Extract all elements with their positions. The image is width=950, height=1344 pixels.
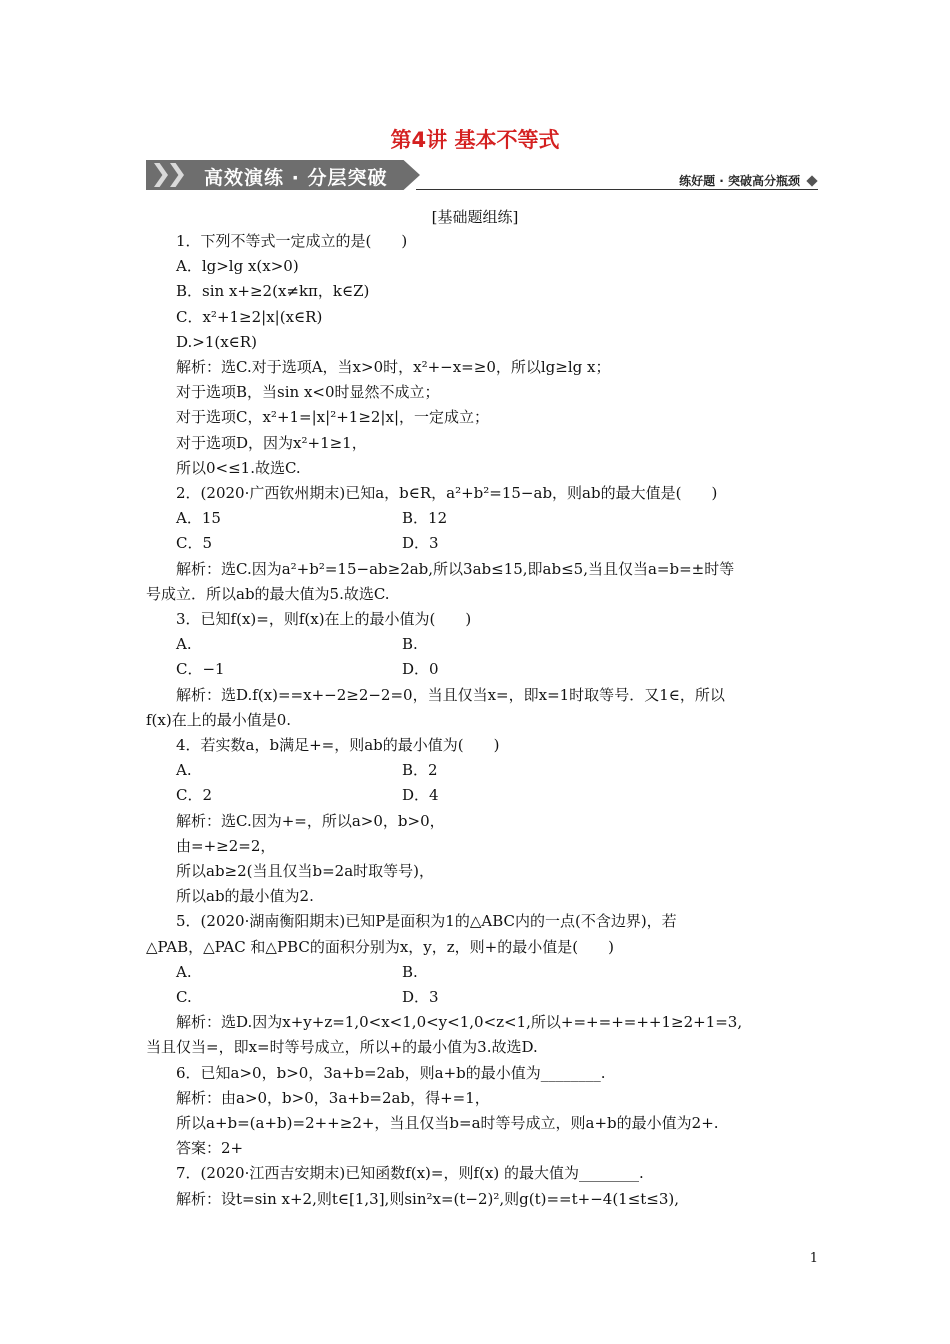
text-line: 解析：选C.对于选项A，当x>0时，x²+−x=≥0，所以lg≥lg x；: [176, 358, 611, 376]
text-line: 解析：由a>0，b>0，3a+b=2ab，得+=1，: [176, 1089, 490, 1107]
text-line: 所以a+b=(a+b)=2++≥2+，当且仅当b=a时等号成立，则a+b的最小值为2+.: [176, 1114, 719, 1132]
text-line: 答案：2+: [176, 1139, 244, 1157]
page-number: 1: [809, 1251, 818, 1266]
text-line: 当且仅当=，即x=时等号成立，所以+的最小值为3.故选D.: [146, 1038, 538, 1056]
text-line: 5．(2020·湖南衡阳期末)已知P是面积为1的△ABC内的一点(不含边界)，若: [176, 912, 677, 930]
text-line: B.: [402, 963, 418, 981]
text-line: D．3: [402, 988, 439, 1006]
text-line: 7．(2020·江西吉安期末)已知函数f(x)=，则f(x) 的最大值为________.: [176, 1164, 644, 1182]
text-line: 6．已知a>0，b>0，3a+b=2ab，则a+b的最小值为________.: [176, 1064, 606, 1082]
text-line: 所以ab的最小值为2.: [176, 887, 314, 905]
text-line: A．lg>lg x(x>0): [176, 257, 299, 275]
text-line: 解析：设t=sin x+2,则t∈[1,3],则sin²x=(t−2)²,则g(t)==t+−4(1≤t≤3),: [176, 1190, 680, 1208]
banner-right-text: 练好题 · 突破高分瓶颈: [679, 174, 800, 188]
text-line: C．x²+1≥2|x|(x∈R): [176, 308, 323, 326]
banner-divider: [416, 189, 818, 190]
text-line: B．12: [402, 509, 448, 527]
banner-left-text: 高效演练 · 分层突破: [204, 167, 388, 189]
text-line: A.: [176, 635, 192, 653]
text-line: 对于选项D，因为x²+1≥1，: [176, 434, 367, 452]
text-line: C．2: [176, 786, 213, 804]
text-line: A．15: [176, 509, 221, 527]
text-line: A.: [176, 761, 192, 779]
diamond-icon: [806, 175, 817, 186]
text-line: B．2: [402, 761, 438, 779]
text-line: 所以ab≥2(当且仅当b=2a时取等号)，: [176, 862, 435, 880]
text-line: △PAB，△PAC 和△PBC的面积分别为x，y，z，则+的最小值是( ): [146, 938, 614, 956]
text-line: 解析：选D.f(x)==x+−2≥2−2=0，当且仅当x=，即x=1时取等号．又1∈，所以: [176, 686, 725, 704]
text-line: C．5: [176, 534, 213, 552]
text-line: 4．若实数a，b满足+=，则ab的最小值为( ): [176, 736, 500, 754]
text-line: D．0: [402, 660, 439, 678]
text-line: 1．下列不等式一定成立的是( ): [176, 232, 408, 250]
text-line: A.: [176, 963, 192, 981]
text-line: 所以0<≤1.故选C.: [176, 459, 301, 477]
text-line: 2．(2020·广西钦州期末)已知a，b∈R，a²+b²=15−ab，则ab的最大值是( ): [176, 484, 718, 502]
text-line: 由=+≥2=2，: [176, 837, 276, 855]
text-line: D．3: [402, 534, 439, 552]
text-line: B．sin x+≥2(x≠kπ，k∈Z): [176, 282, 370, 300]
text-line: D．4: [402, 786, 439, 804]
section-banner: [146, 160, 818, 194]
text-line: 解析：选C.因为a²+b²=15−ab≥2ab,所以3ab≤15,即ab≤5,当且仅当a=b=±时等: [176, 560, 735, 578]
text-line: 3．已知f(x)=，则f(x)在上的最小值为( ): [176, 610, 472, 628]
text-line: f(x)在上的最小值是0.: [146, 711, 292, 729]
text-line: 对于选项C，x²+1=|x|²+1≥2|x|，一定成立；: [176, 408, 490, 426]
text-line: 对于选项B，当sin x<0时显然不成立；: [176, 383, 440, 401]
text-line: D.>1(x∈R): [176, 333, 257, 351]
text-line: B.: [402, 635, 418, 653]
text-line: C．−1: [176, 660, 225, 678]
text-line: 解析：选D.因为x+y+z=1,0<x<1,0<y<1,0<z<1,所以+=+=+=++1≥2+1=3,: [176, 1013, 743, 1031]
page-title: 第4讲 基本不等式: [390, 128, 560, 152]
section-label: [基础题组练]: [431, 208, 519, 226]
text-line: C.: [176, 988, 192, 1006]
text-line: 解析：选C.因为+=，所以a>0，b>0，: [176, 812, 445, 830]
text-line: 号成立．所以ab的最大值为5.故选C.: [146, 585, 390, 603]
